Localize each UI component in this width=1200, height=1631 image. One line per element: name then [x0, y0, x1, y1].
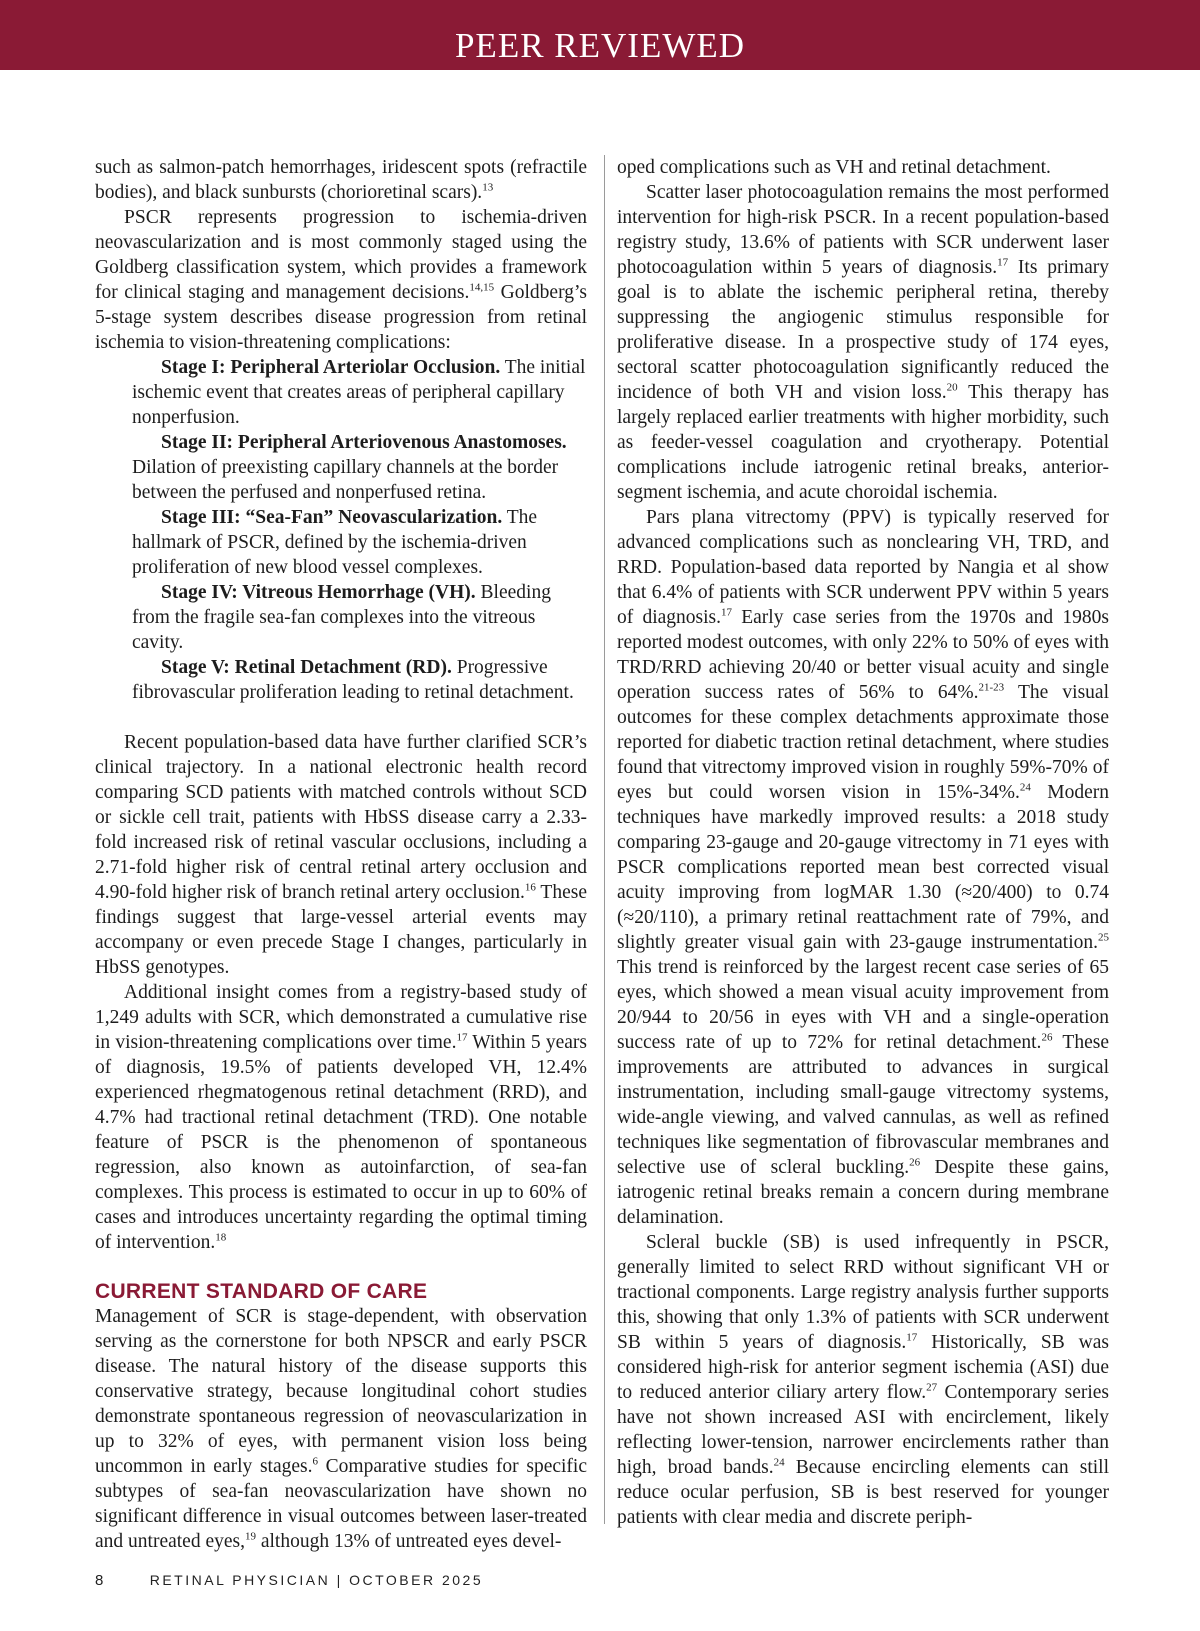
paragraph: Pars plana vitrectomy (PPV) is typically reserved for advanced complications such as nonclearing VH, TRD, and RRD. Population-based data reported by Nangia et al show that 6.4% of patients with SCR underwent PPV within 5 years of diagnosis.$^{17}$ Early case series from the 1970s and 1980s reported modest outcomes, with only 22% to 50% of eyes with TRD/RRD achieving 20/40 or better visual acuity and single operation success rates of 56% to 64%.$^{21-23}$ The visual outcomes for these complex detachments approximate those reported for diabetic traction retinal detachment, where studies found that vitrectomy improved vision in roughly 59%-70% of eyes but could worsen vision in 15%-34%.$^{24}$ Modern techniques have markedly improved results: a 2018 study comparing 23-gauge and 20-gauge vitrectomy in 71 eyes with PSCR complications reported mean best corrected visual acuity improving from logMAR 1.30 (≈20/400) to 0.74 (≈20/110), a primary retinal reattachment rate of 79%, and slightly greater visual gain with 23-gauge instrumentation.$^{25}$ This trend is reinforced by the largest recent case series of 65 eyes, which showed a mean visual acuity improvement from 20/944 to 20/56 in eyes with VH and a single-operation success rate of up to 72% for retinal detachment.$^{26}$ These improvements are attributed to advances in surgical instrumentation, including small-gauge vitrectomy systems, wide-angle viewing, and valved cannulas, as well as refined techniques like segmentation of fibrovascular membranes and selective use of scleral buckling.$^{26}$ Despite these gains, iatrogenic retinal breaks remain a concern during membrane delamination. — [617, 507, 1109, 1228]
citation: 16 — [524, 881, 536, 894]
citation: 17 — [721, 606, 733, 619]
paragraph: Scleral buckle (SB) is used infrequently in PSCR, generally limited to select RRD without significant VH or tractional components. Large registry analysis further supports this, showing that only 1.3% of patients with SCR underwent SB within 5 years of diagnosis.$^{17}$ Historically, SB was considered high-risk for anterior segment ischemia (ASI) due to reduced anterior ciliary artery flow.$^{27}$ Contemporary series have not shown increased ASI with encirclement, likely reflecting lower-tension, narrower encirclements rather than high, broad bands.$^{24}$ Because encircling elements can still reduce ocular perfusion, SB is best reserved for younger patients with clear media and discrete periph- — [617, 1232, 1109, 1528]
citation: 27 — [926, 1381, 938, 1394]
citation: 24 — [773, 1456, 785, 1469]
list-item: Stage III: “Sea-Fan” Neovascularization. The hallmark of PSCR, defined by the ischemia-driven proliferation of new blood vessel complexes. — [132, 507, 538, 578]
paragraph: such as salmon-patch hemorrhages, iridescent spots (refractile bodies), and black sunbursts (chorioretinal scars).$^{13}$ — [95, 157, 587, 203]
citation: 26 — [1041, 1031, 1053, 1044]
page-number: 8 — [95, 1572, 104, 1589]
citation: 6 — [312, 1455, 318, 1468]
citation: 17 — [456, 1031, 468, 1044]
citation: 17 — [906, 1331, 918, 1344]
citation: 21-23 — [978, 681, 1005, 694]
list-item: Stage IV: Vitreous Hemorrhage (VH). Bleeding from the fragile sea-fan complexes into the vitreous cavity. — [132, 582, 551, 653]
citation: 20 — [946, 381, 958, 394]
citation: 14,15 — [469, 281, 495, 294]
paragraph: Additional insight comes from a registry-based study of 1,249 adults with SCR, which demonstrated a cumulative rise in vision-threatening complications over time.$^{17}$ Within 5 years of diagnosis, 19.5% of patients developed VH, 12.4% experienced rhegmatogenous retinal detachment (RRD), and 4.7% had tractional retinal detachment (TRD). One notable feature of PSCR is the phenomenon of spontaneous regression, also known as autoinfarction, of sea-fan complexes. This process is estimated to occur in up to 60% of cases and introduces uncertainty regarding the optimal timing of intervention.$^{18}$ — [95, 982, 587, 1253]
stage-list — [123, 355, 587, 705]
paragraph: Scatter laser photocoagulation remains the most performed intervention for high-risk PSCR. In a recent population-based registry study, 13.6% of patients with SCR underwent laser photocoagulation within 5 years of diagnosis.$^{17}$ Its primary goal is to ablate the ischemic peripheral retina, thereby suppressing the angiogenic stimulus responsible for proliferative disease. In a prospective study of 174 eyes, sectoral scatter photocoagulation significantly reduced the incidence of both VH and vision loss.$^{20}$ This therapy has largely replaced earlier treatments with higher morbidity, such as feeder-vessel coagulation and cryotherapy. Potential complications include iatrogenic retinal breaks, anterior-segment ischemia, and acute choroidal ischemia. — [617, 182, 1109, 503]
paragraph: Management of SCR is stage-dependent, with observation serving as the cornerstone for both NPSCR and early PSCR disease. The natural history of the disease supports this conservative strategy, because longitudinal cohort studies demonstrate spontaneous regression of neovascularization in up to 32% of eyes, with permanent vision loss being uncommon in early stages.$^6$ Comparative studies for specific subtypes of sea-fan neovascularization have shown no significant difference in visual outcomes between laser-treated and untreated eyes,$^{19}$ although 13% of untreated eyes devel- — [95, 1306, 587, 1552]
section-title: PEER REVIEWED — [454, 26, 746, 65]
list-item: Stage I: Peripheral Arteriolar Occlusion. The initial ischemic event that creates areas of peripheral capillary nonperfusion. — [132, 357, 586, 428]
paragraph: oped complications such as VH and retinal detachment. — [617, 157, 1051, 178]
citation: 17 — [997, 256, 1009, 269]
list-item: Stage II: Peripheral Arteriovenous Anastomoses. Dilation of preexisting capillary channels at the border between the perfused and nonperfused retina. — [132, 432, 567, 503]
citation: 18 — [215, 1231, 227, 1244]
left-column — [95, 155, 587, 1554]
citation: 26 — [909, 1156, 921, 1169]
citation: 24 — [1019, 781, 1031, 794]
section-heading: CURRENT STANDARD OF CARE — [95, 1280, 428, 1303]
right-column — [617, 155, 1109, 1530]
list-item: Stage V: Retinal Detachment (RD). Progressive fibrovascular proliferation leading to retinal detachment. — [132, 657, 574, 703]
citation: 25 — [1098, 931, 1109, 944]
publication-info: RETINAL PHYSICIAN | OCTOBER 2025 — [149, 1572, 484, 1588]
header-banner — [0, 0, 1200, 70]
paragraph: PSCR represents progression to ischemia-driven neovascularization and is most commonly staged using the Goldberg classification system, which provides a framework for clinical staging and management decisions.$^{14,15}$ Goldberg’s 5-stage system describes disease progression from retinal ischemia to vision-threatening complications: — [95, 207, 587, 353]
citation: 19 — [244, 1530, 256, 1543]
paragraph: Recent population-based data have further clarified SCR’s clinical trajectory. In a national electronic health record comparing SCD patients with matched controls without SCD or sickle cell trait, patients with HbSS disease carry a 2.33-fold increased risk of retinal vascular occlusions, including a 2.71-fold higher risk of central retinal artery occlusion and 4.90-fold higher risk of branch retinal artery occlusion.$^{16}$ These findings suggest that large-vessel arterial events may accompany or even precede Stage I changes, particularly in HbSS genotypes. — [95, 732, 587, 978]
column-divider — [604, 155, 605, 1524]
citation: 13 — [482, 181, 494, 194]
page-footer — [95, 1572, 483, 1589]
